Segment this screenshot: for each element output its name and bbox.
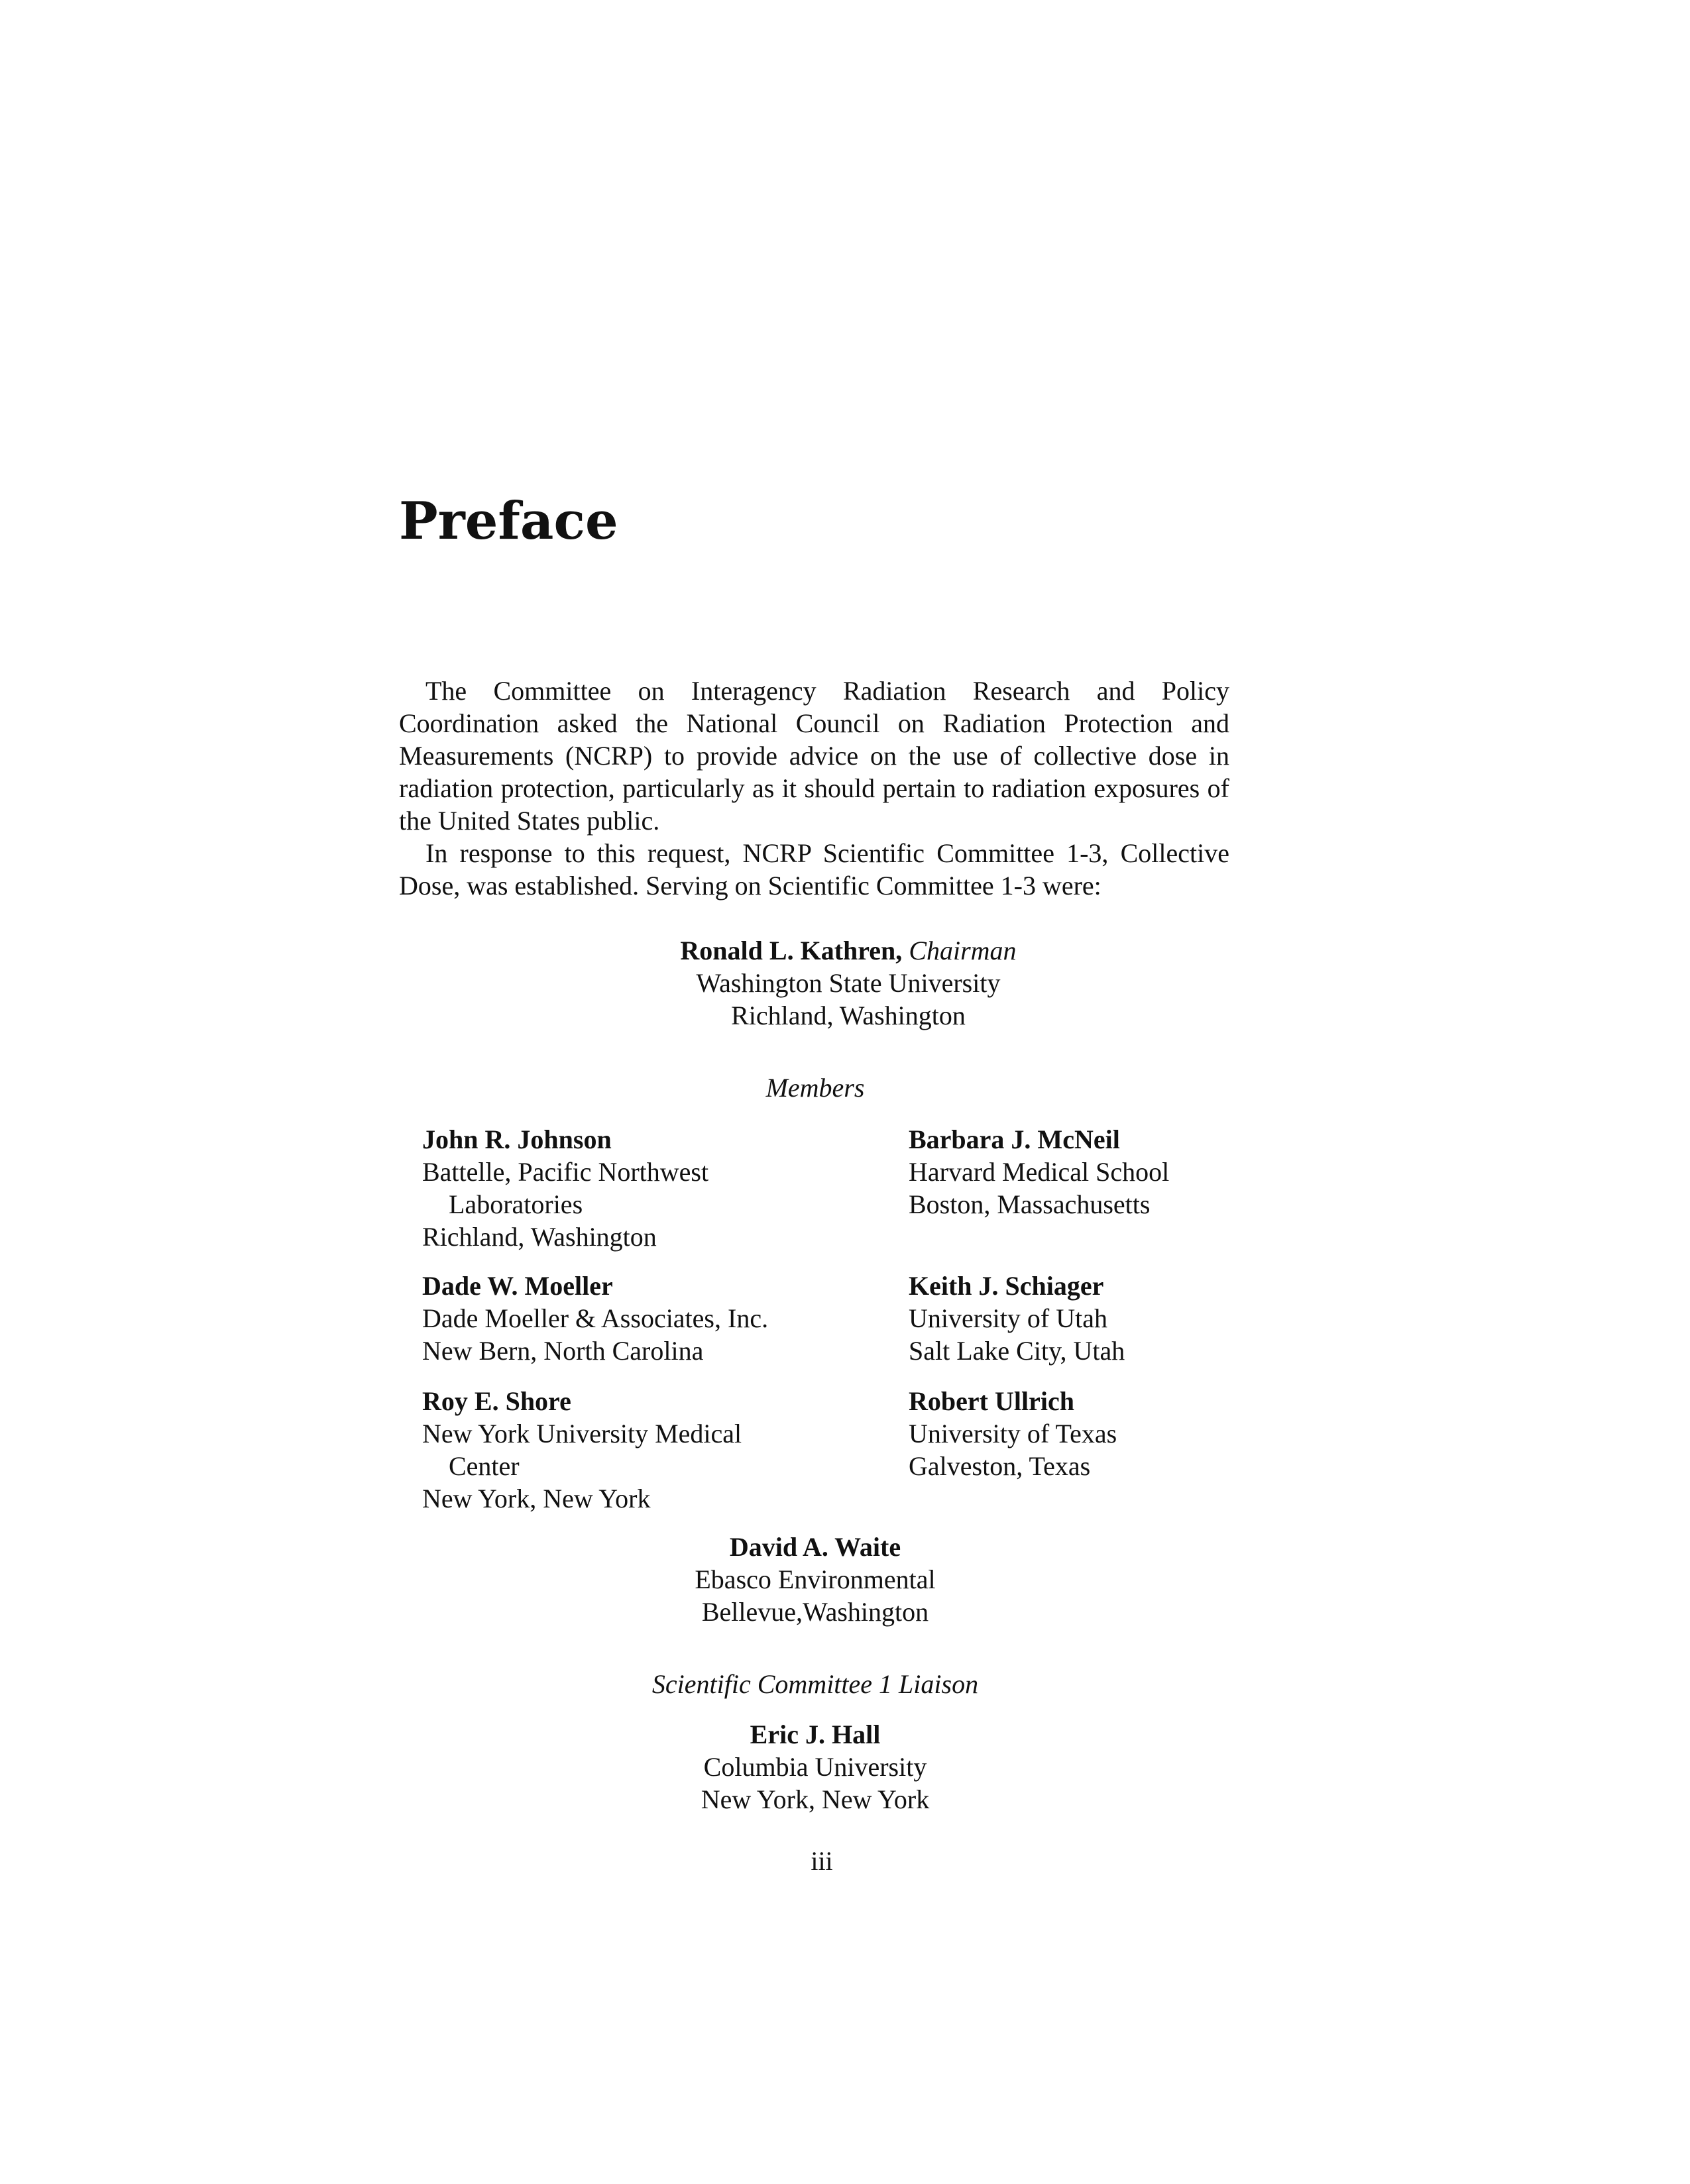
member-moeller — [422, 1270, 768, 1367]
liaison-heading: Scientific Committee 1 Liaison — [651, 1669, 979, 1699]
member-affiliation: Laboratories — [449, 1189, 583, 1219]
liaison-name: Eric J. Hall — [750, 1720, 881, 1749]
preface-paragraph-1: The Committee on Interagency Radiation Research and Policy Coordination asked the National Council on Radiation Protection and Measurements (NCRP) to provide advice on the use of collective dose in radiation protection, particularly as it should pertain to radiation exposures of the United States public. — [399, 676, 1229, 836]
page-number: iii — [811, 1846, 833, 1876]
member-mcneil — [909, 1123, 1169, 1221]
member-affiliation: Ebasco Environmental — [695, 1564, 936, 1594]
chairman-name: Ronald L. Kathren, — [680, 936, 903, 965]
member-affiliation: Battelle, Pacific Northwest — [422, 1157, 709, 1187]
member-name: Roy E. Shore — [422, 1386, 571, 1416]
member-name: Barbara J. McNeil — [909, 1124, 1120, 1154]
member-johnson — [422, 1123, 708, 1253]
member-location: Galveston, Texas — [909, 1451, 1091, 1481]
preface-paragraph-2: In response to this request, NCRP Scientific Committee 1-3, Collective Dose, was established. Serving on Scientific Committee 1-3 were: — [399, 838, 1229, 901]
member-ullrich — [909, 1385, 1117, 1482]
member-affiliation: Dade Moeller & Associates, Inc. — [422, 1303, 769, 1333]
chairman-name-line — [583, 934, 1113, 967]
member-location: Bellevue,Washington — [701, 1597, 929, 1627]
member-name: David A. Waite — [729, 1532, 901, 1562]
members-heading: Members — [765, 1073, 865, 1103]
member-name: Dade W. Moeller — [422, 1271, 613, 1301]
member-affiliation: New York University Medical — [422, 1419, 742, 1448]
member-shore — [422, 1385, 742, 1515]
member-waite — [616, 1531, 1014, 1628]
member-location: Richland, Washington — [422, 1222, 657, 1252]
member-location: Salt Lake City, Utah — [909, 1336, 1125, 1366]
member-affiliation: University of Texas — [909, 1419, 1117, 1448]
member-location: Boston, Massachusetts — [909, 1189, 1151, 1219]
member-location: New York, New York — [422, 1484, 651, 1513]
liaison-affiliation: Columbia University — [703, 1752, 927, 1782]
member-affiliation: Harvard Medical School — [909, 1157, 1170, 1187]
chairman-affiliation: Washington State University — [696, 968, 1001, 998]
member-name: Robert Ullrich — [909, 1386, 1074, 1416]
page-title: Preface — [399, 491, 618, 551]
liaison-location: New York, New York — [701, 1784, 930, 1814]
member-location: New Bern, North Carolina — [422, 1336, 704, 1366]
chairman-role: Chairman — [909, 936, 1017, 965]
liaison-block — [616, 1718, 1014, 1816]
preface-body — [399, 675, 1229, 902]
member-schiager — [909, 1270, 1125, 1367]
member-name: Keith J. Schiager — [909, 1271, 1104, 1301]
member-name: John R. Johnson — [422, 1124, 612, 1154]
member-affiliation: University of Utah — [909, 1303, 1107, 1333]
chairman-location: Richland, Washington — [731, 1001, 966, 1030]
chairman-block — [583, 934, 1113, 1032]
member-affiliation: Center — [449, 1451, 520, 1481]
